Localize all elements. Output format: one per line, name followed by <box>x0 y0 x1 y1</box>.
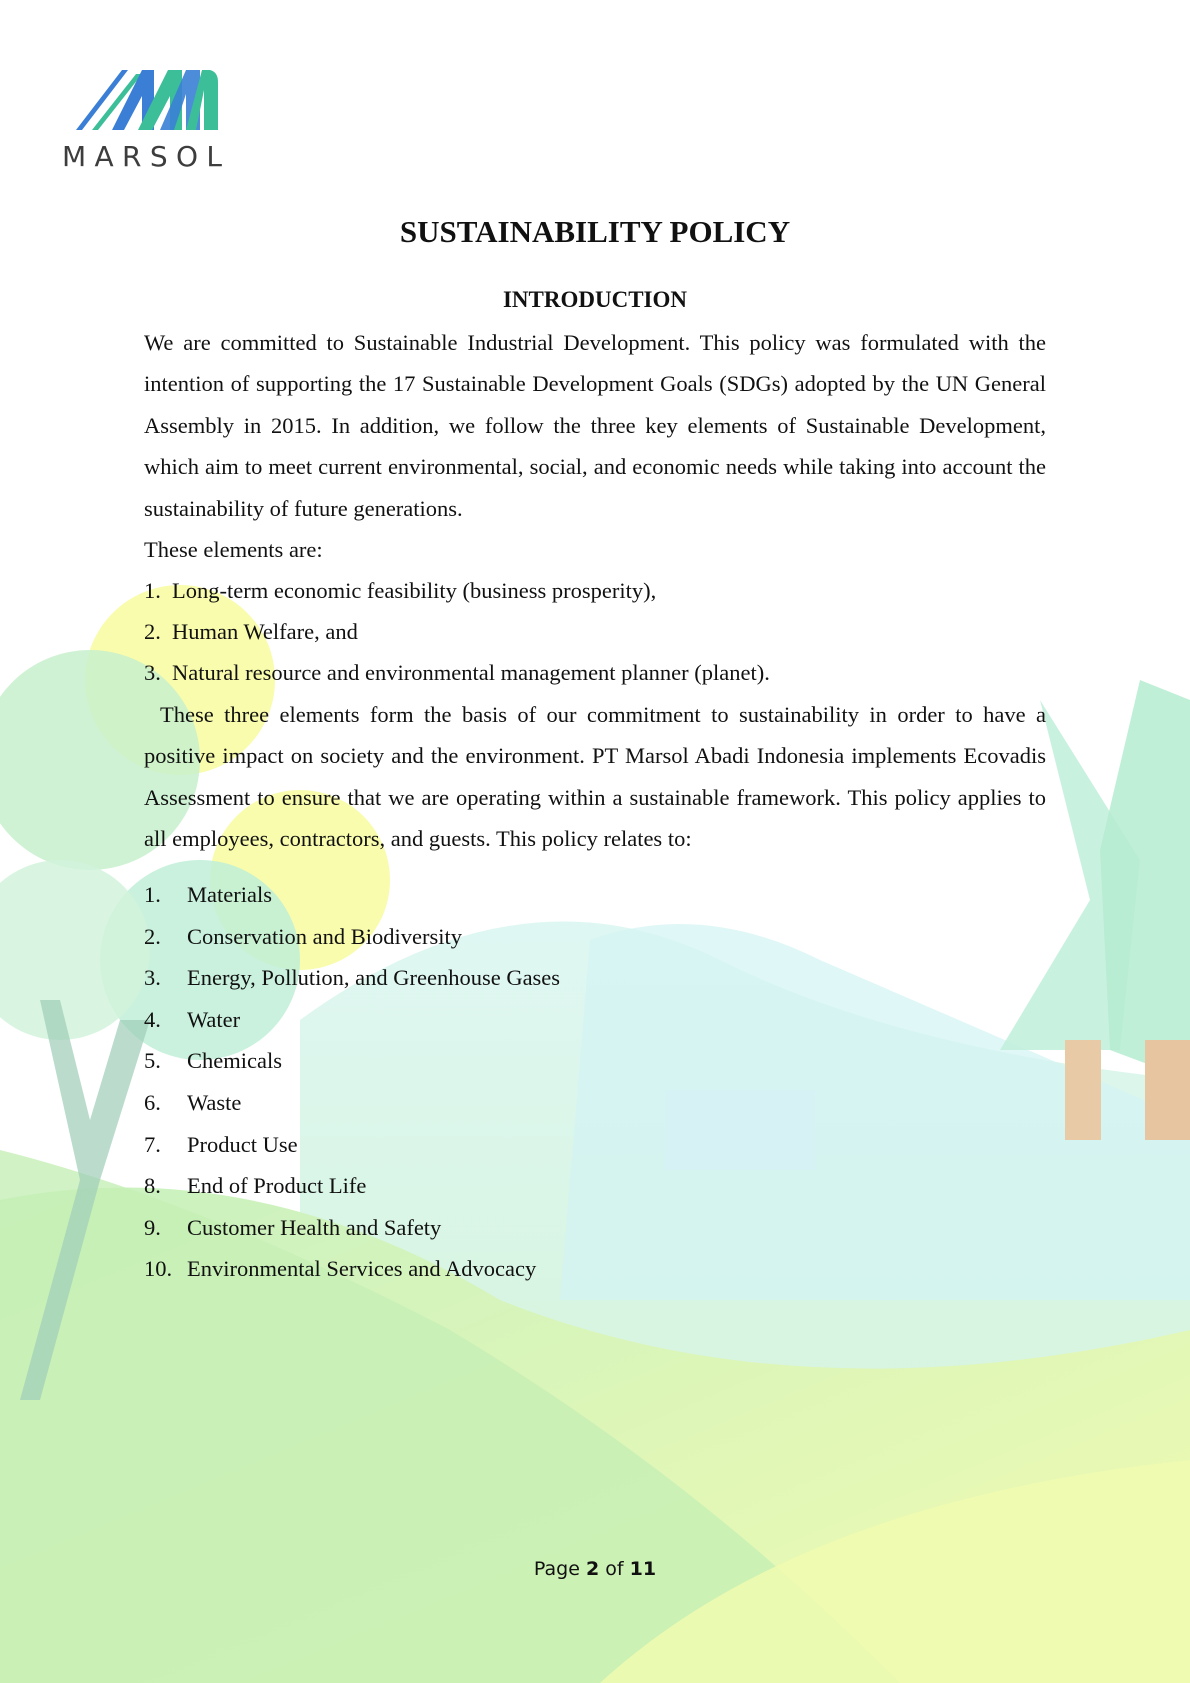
policy-topic-item <box>144 874 272 916</box>
item-number: 1. <box>144 578 161 603</box>
item-number: 5. <box>144 1048 161 1074</box>
element-item <box>144 652 770 693</box>
item-text: Materials <box>187 882 272 907</box>
current-page: 2 <box>585 1558 600 1580</box>
item-number: 3. <box>144 660 161 685</box>
total-pages: 11 <box>629 1558 657 1580</box>
item-number: 2. <box>144 619 161 644</box>
policy-topic-item <box>144 999 240 1041</box>
policy-topic-item <box>144 1040 282 1082</box>
logo-wordmark: MARSOL <box>62 140 224 170</box>
item-text: Product Use <box>187 1131 298 1157</box>
commitment-paragraph: These three elements form the basis of our commitment to sustainability in order to have a positive impact on society and the environment. PT Marsol Abadi Indonesia implements Ecovadis Assessment to ensure that we are operating within a sustainable framework. This policy applies to all employees, contractors, and guests. This policy relates to: <box>144 702 1046 852</box>
item-number: 2. <box>144 923 161 949</box>
policy-topic-item <box>144 1165 366 1207</box>
item-number: 4. <box>144 1006 161 1032</box>
policy-topic-item <box>144 916 462 958</box>
policy-topic-item <box>144 957 560 999</box>
footer-of: of <box>605 1558 624 1580</box>
policy-topic-item <box>144 1082 241 1124</box>
item-text: Water <box>187 1006 241 1032</box>
item-text: Long-term economic feasibility (business prosperity), <box>172 578 657 603</box>
policy-topic-item <box>144 1248 536 1290</box>
item-number: 6. <box>144 1090 161 1115</box>
item-text: Human Welfare, and <box>172 619 358 644</box>
elements-intro: These elements are: <box>144 537 323 562</box>
element-item <box>144 570 656 611</box>
item-text: Conservation and Biodiversity <box>187 923 462 949</box>
item-number: 3. <box>144 965 161 991</box>
item-number: 7. <box>144 1131 161 1157</box>
policy-topic-item <box>144 1207 441 1249</box>
item-number: 9. <box>144 1214 161 1240</box>
intro-paragraph: We are committed to Sustainable Industrial Development. This policy was formulated with the intention of supporting the 17 Sustainable Development Goals (SDGs) adopted by the UN General Assembly in 2015. In addition, we follow the three key elements of Sustainable Development, which aim to meet current environmental, social, and economic needs while taking into account the sustainability of future generations. <box>144 330 1046 521</box>
footer-prefix: Page <box>533 1558 580 1580</box>
element-item <box>144 611 358 652</box>
section-heading-introduction: INTRODUCTION <box>502 287 688 312</box>
item-number: 8. <box>144 1173 161 1199</box>
item-text: Customer Health and Safety <box>187 1214 442 1240</box>
page-number-footer <box>0 1558 1190 1580</box>
item-text: Environmental Services and Advocacy <box>187 1256 537 1282</box>
item-text: Energy, Pollution, and Greenhouse Gases <box>187 965 561 991</box>
item-number: 1. <box>144 882 161 907</box>
item-text: Waste <box>187 1090 242 1115</box>
item-text: Chemicals <box>187 1048 282 1074</box>
page-title: SUSTAINABILITY POLICY <box>399 214 791 249</box>
item-text: End of Product Life <box>187 1173 367 1199</box>
policy-topic-item <box>144 1124 298 1166</box>
marsol-logo <box>62 66 226 170</box>
item-number: 10. <box>144 1256 173 1282</box>
item-text: Natural resource and environmental management planner (planet). <box>172 660 770 685</box>
